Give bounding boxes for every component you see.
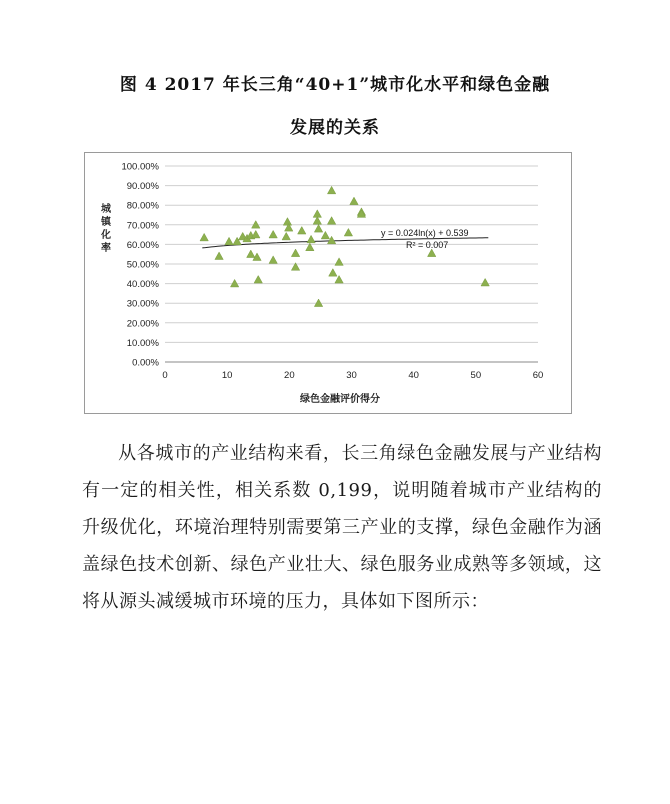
- x-tick-label: 40: [408, 370, 419, 381]
- x-tick-label: 10: [221, 370, 233, 381]
- scatter-chart: [84, 152, 572, 414]
- figure-title-line1: 图 4 2017 年长三角“40+1”城市化水平和绿色金融: [119, 75, 551, 95]
- body-paragraph: [82, 435, 602, 620]
- y-tick-label: 70.00%: [126, 220, 159, 232]
- y-tick-label: 10.00%: [126, 337, 159, 349]
- trendline-equation: y = 0.024ln(x) + 0.539: [381, 228, 469, 238]
- y-tick-label: 0.00%: [132, 357, 159, 369]
- figure-title-line2: 发展的关系: [290, 118, 380, 138]
- x-axis-title: 绿色金融评价得分: [300, 394, 380, 405]
- y-tick-label: 30.00%: [126, 298, 159, 310]
- trendline-r2: R² = 0.007: [406, 240, 449, 250]
- y-axis-title-char: 城: [101, 204, 111, 215]
- y-axis-title-char: 率: [101, 243, 111, 254]
- x-tick-label: 20: [284, 370, 295, 381]
- y-tick-label: 60.00%: [126, 239, 159, 251]
- x-tick-label: 50: [470, 370, 482, 381]
- chart-svg: [84, 152, 572, 414]
- y-axis-title-char: 镇: [101, 217, 111, 228]
- y-tick-label: 90.00%: [126, 181, 159, 193]
- y-axis-title-char: 化: [101, 230, 111, 241]
- y-tick-label: 40.00%: [126, 279, 159, 291]
- x-tick-label: 0: [162, 370, 168, 381]
- y-tick-label: 80.00%: [126, 200, 159, 212]
- x-tick-label: 30: [346, 370, 357, 381]
- paragraph-text: 从各城市的产业结构来看，长三角绿色金融发展与产业结构有一定的相关性，相关系数 0,199，说明随着城市产业结构的升级优化，环境治理特别需要第三产业的支撑，绿色金融作为涵盖绿色技术创新、绿色产业壮大、绿色服务业成熟等多领域，这将从源头减缓城市环境的压力，具体如下图所示：: [82, 443, 602, 612]
- y-tick-label: 20.00%: [126, 318, 159, 330]
- x-tick-label: 60: [532, 370, 544, 381]
- y-tick-label: 100.00%: [121, 161, 159, 173]
- y-tick-label: 50.00%: [126, 259, 159, 271]
